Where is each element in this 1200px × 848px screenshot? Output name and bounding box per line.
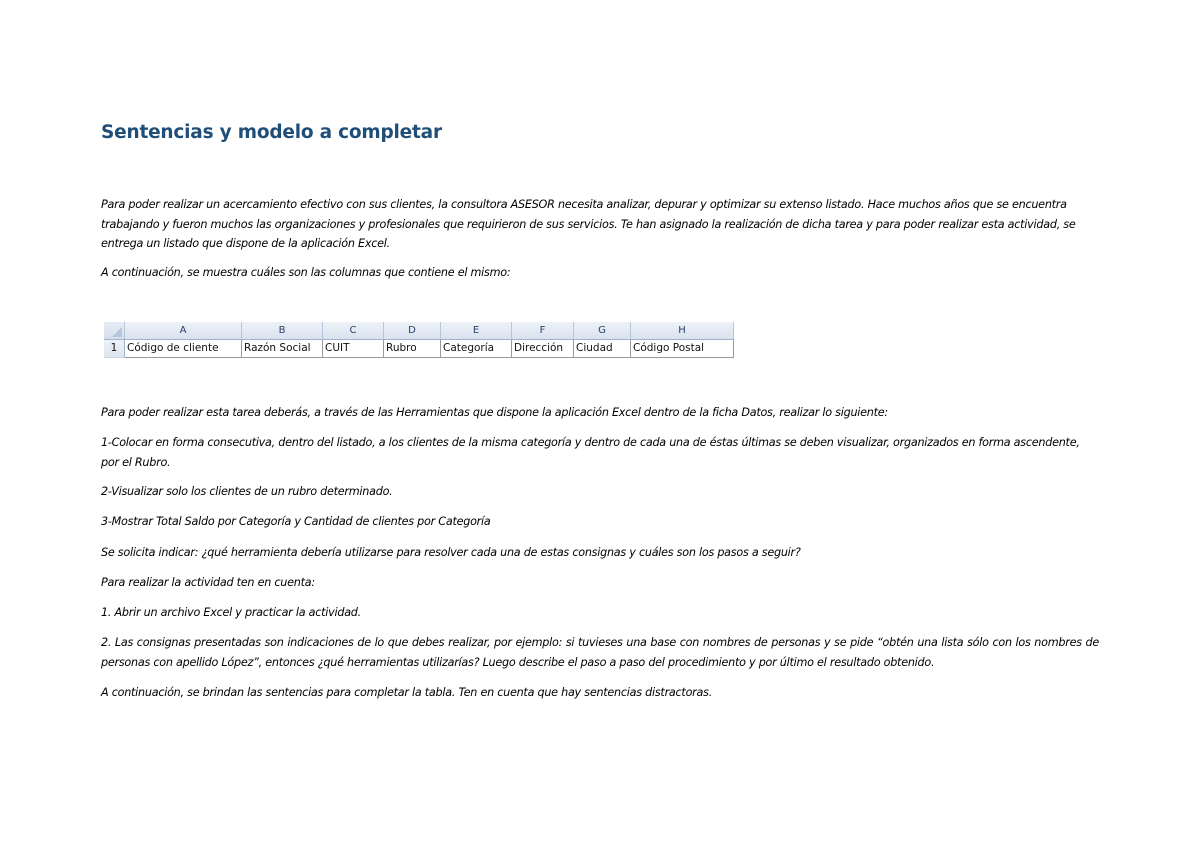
excel-column-header-row: [104, 322, 734, 340]
task-item-1: 1-Colocar en forma consecutiva, dentro del listado, a los clientes de la misma categoría y dentro de cada una de éstas últimas se deben visualizar, organizados en forma ascendente, por el Rubro.: [101, 436, 1080, 469]
consider-paragraph: Para realizar la actividad ten en cuenta:: [101, 576, 315, 589]
excel-column-letter: G: [574, 322, 631, 339]
excel-cell: Rubro: [384, 340, 441, 358]
excel-cell: Categoría: [441, 340, 512, 358]
excel-cell: Código Postal: [631, 340, 734, 358]
excel-column-letter: H: [631, 322, 734, 339]
corner-triangle-icon: [112, 327, 122, 337]
excel-row-number: 1: [104, 340, 125, 358]
excel-columns-snippet: [104, 322, 734, 360]
select-all-corner: [104, 322, 125, 339]
excel-column-letter: D: [384, 322, 441, 339]
excel-column-letter: A: [125, 322, 242, 339]
excel-cell: Razón Social: [242, 340, 323, 358]
note-1: 1. Abrir un archivo Excel y practicar la actividad.: [101, 606, 361, 619]
task-item-3: 3-Mostrar Total Saldo por Categoría y Cantidad de clientes por Categoría: [101, 515, 491, 528]
section-heading: Sentencias y modelo a completar: [101, 122, 442, 143]
excel-cell: CUIT: [323, 340, 384, 358]
intro-paragraph: Para poder realizar un acercamiento efectivo con sus clientes, la consultora ASESOR necesita analizar, depurar y optimizar su extenso listado. Hace muchos años que se encuentra trabajando y fueron muchos las organizaciones y profesionales que requirieron de sus servicios. Te han asignado la realización de dicha tarea y para poder realizar esta actividad, se entrega un listado que dispone de la aplicación Excel.: [101, 198, 1076, 250]
note-2: 2. Las consignas presentadas son indicaciones de lo que debes realizar, por ejemplo: si tuvieses una base con nombres de personas y se pide “obtén una lista sólo con los nombres de personas con apellido López”, entonces ¿qué herramientas utilizarías? Luego describe el paso a paso del procedimiento y por último el resultado obtenido.: [101, 636, 1099, 669]
task-item-2: 2-Visualizar solo los clientes de un rubro determinado.: [101, 485, 393, 498]
excel-cell: Dirección: [512, 340, 574, 358]
excel-data-row: [104, 340, 734, 358]
excel-column-letter: F: [512, 322, 574, 339]
closing-paragraph: A continuación, se brindan las sentencias para completar la tabla. Ten en cuenta que hay sentencias distractoras.: [101, 686, 712, 699]
excel-column-letter: B: [242, 322, 323, 339]
excel-column-letter: C: [323, 322, 384, 339]
task-intro-paragraph: Para poder realizar esta tarea deberás, a través de las Herramientas que dispone la aplicación Excel dentro de la ficha Datos, realizar lo siguiente:: [101, 406, 888, 419]
question-paragraph: Se solicita indicar: ¿qué herramienta debería utilizarse para resolver cada una de estas consignas y cuáles son los pasos a seguir?: [101, 546, 801, 559]
columns-intro-paragraph: A continuación, se muestra cuáles son las columnas que contiene el mismo:: [101, 266, 511, 279]
excel-cell: Ciudad: [574, 340, 631, 358]
excel-cell: Código de cliente: [125, 340, 242, 358]
excel-column-letter: E: [441, 322, 512, 339]
